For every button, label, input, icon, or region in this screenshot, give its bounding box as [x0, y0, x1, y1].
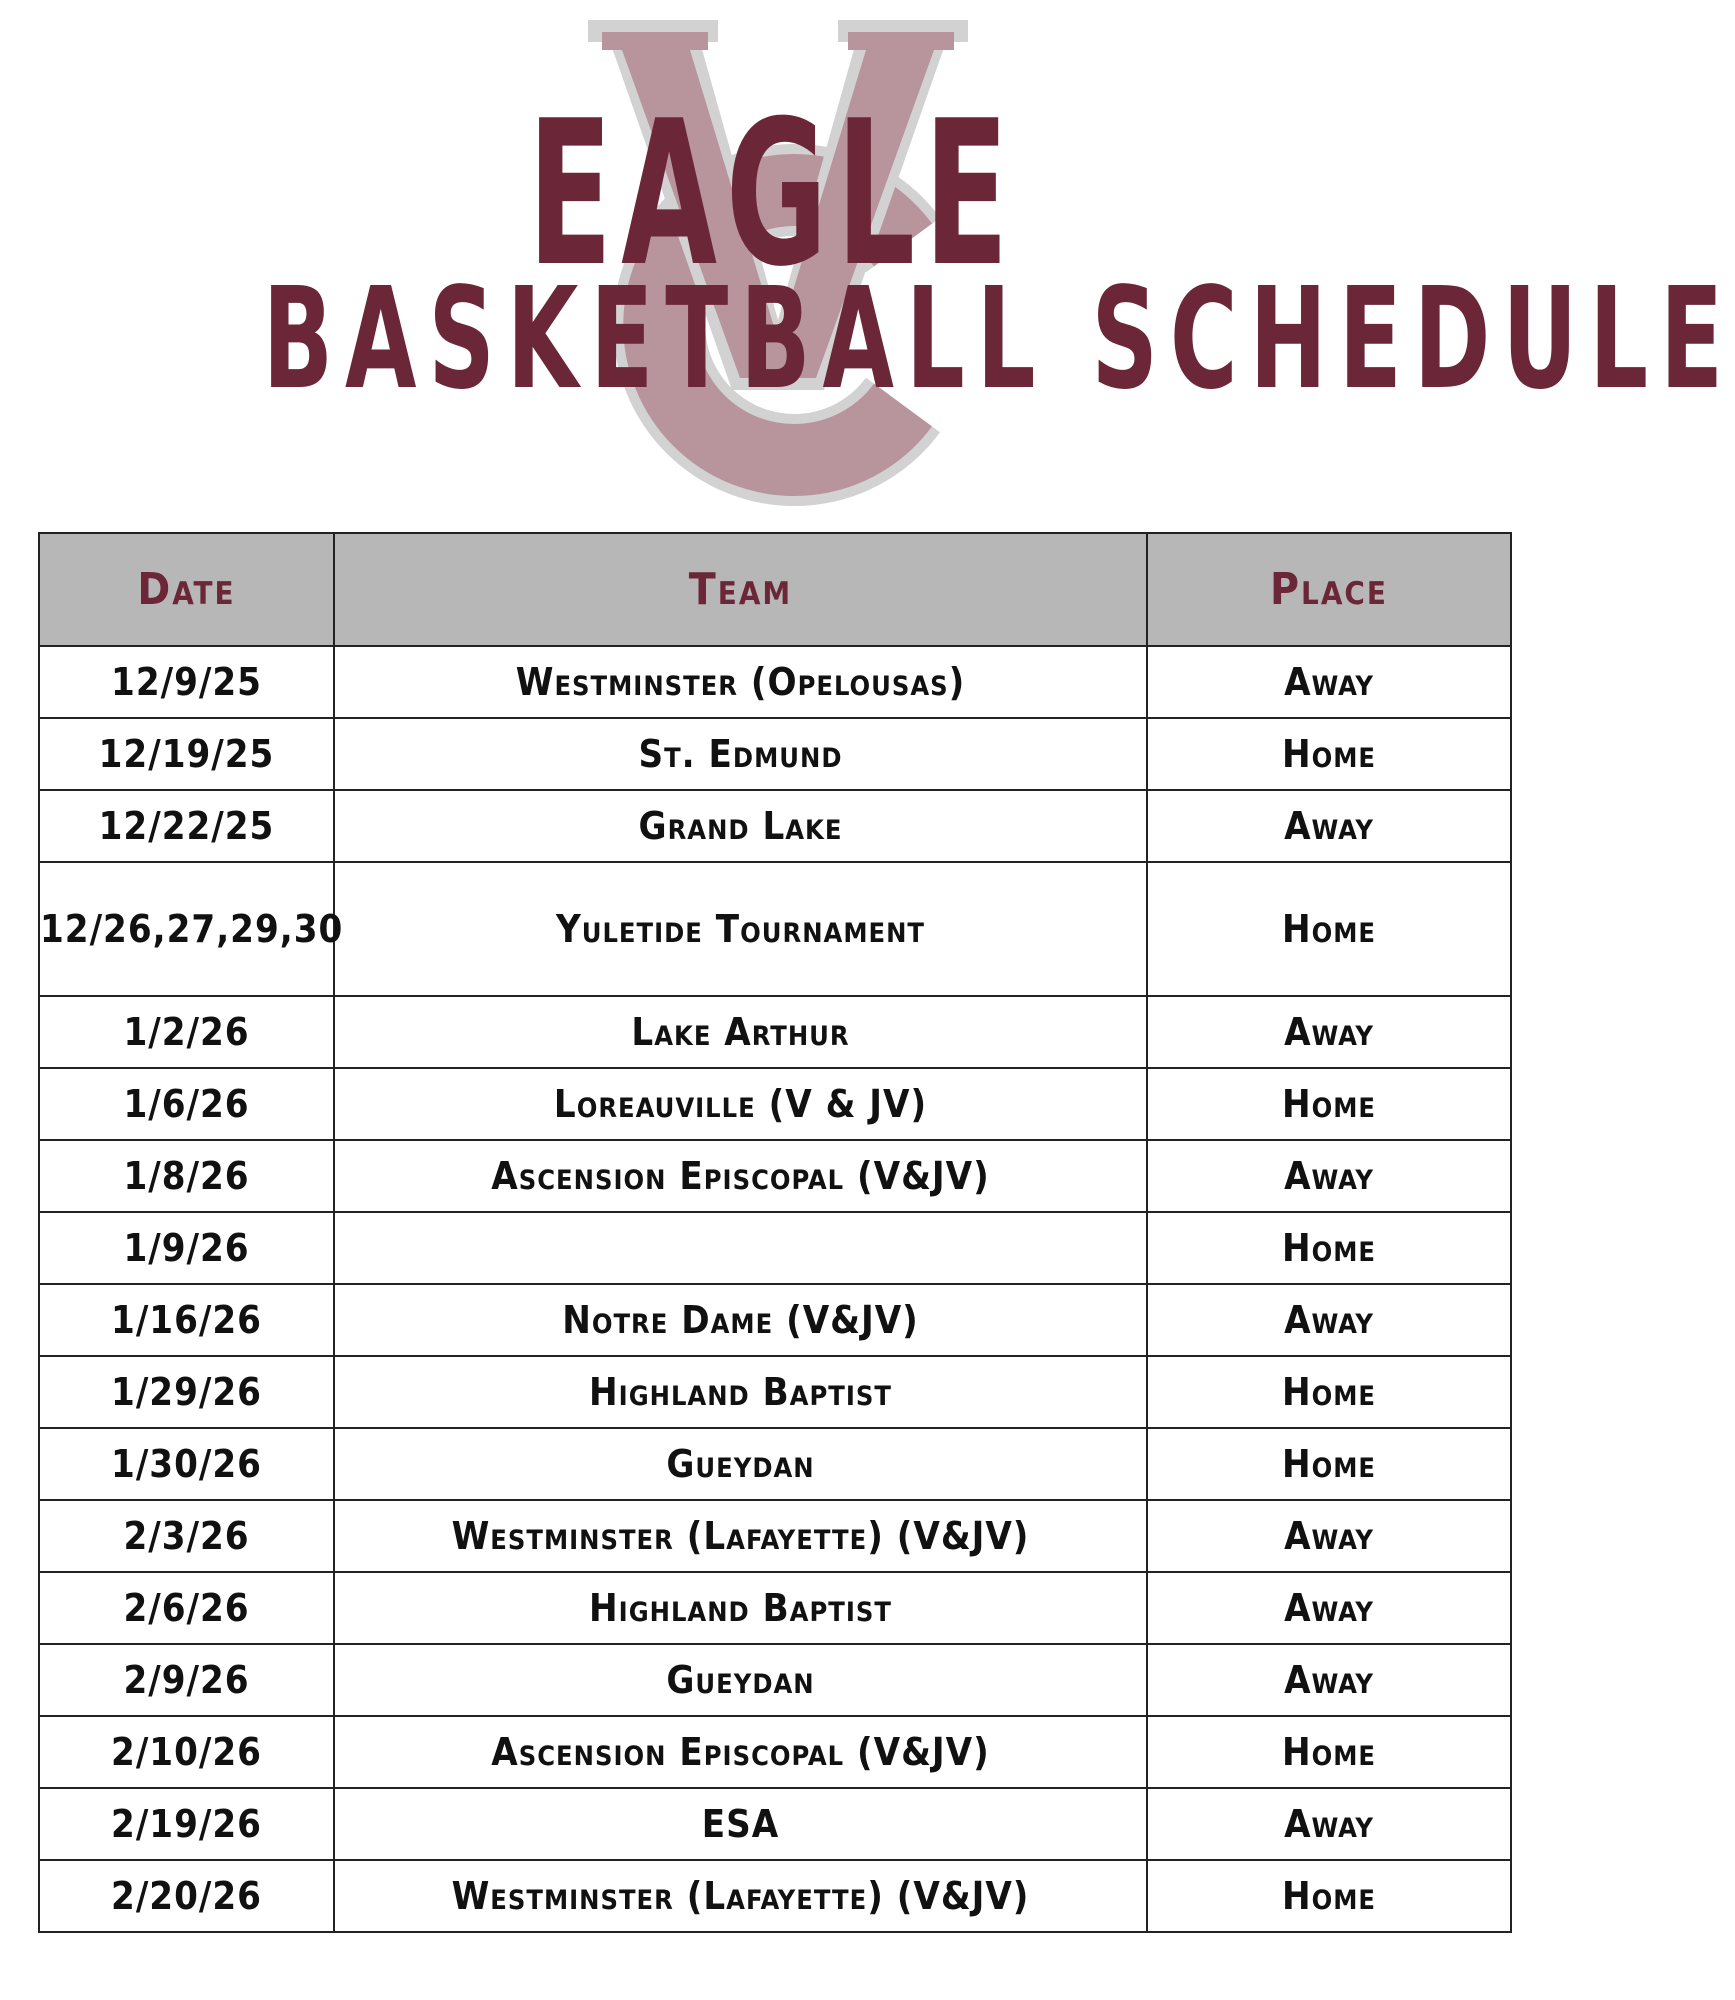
cell-team: Ascension Episcopal (V&JV) — [334, 1140, 1147, 1212]
table-row — [39, 1644, 1511, 1716]
cell-team: Gueydan — [334, 1644, 1147, 1716]
cell-place: Away — [1147, 1644, 1511, 1716]
cell-date: 12/9/25 — [39, 646, 334, 718]
cell-place: Home — [1147, 1428, 1511, 1500]
cell-place: Away — [1147, 790, 1511, 862]
title-basketball-schedule: BASKETBALL SCHEDULE — [262, 258, 1735, 421]
cell-date: 12/22/25 — [39, 790, 334, 862]
cell-team: Westminster (Lafayette) (V&JV) — [334, 1500, 1147, 1572]
cell-date: 12/26,27,29,30 — [39, 862, 334, 996]
cell-place: Away — [1147, 996, 1511, 1068]
cell-date: 1/9/26 — [39, 1212, 334, 1284]
cell-team: ESA — [334, 1788, 1147, 1860]
cell-date: 2/9/26 — [39, 1644, 334, 1716]
table-row — [39, 1068, 1511, 1140]
cell-date: 2/6/26 — [39, 1572, 334, 1644]
table-row — [39, 862, 1511, 996]
cell-team: Ascension Episcopal (V&JV) — [334, 1716, 1147, 1788]
table-row — [39, 1356, 1511, 1428]
table-row — [39, 1212, 1511, 1284]
table-row — [39, 1140, 1511, 1212]
cell-team: Loreauville (V & JV) — [334, 1068, 1147, 1140]
cell-date: 2/19/26 — [39, 1788, 334, 1860]
cell-place: Away — [1147, 646, 1511, 718]
table-row — [39, 1860, 1511, 1932]
table-row — [39, 1716, 1511, 1788]
table-header-row — [39, 533, 1511, 646]
table-row — [39, 646, 1511, 718]
cell-place: Away — [1147, 1572, 1511, 1644]
cell-team: Yuletide Tournament — [334, 862, 1147, 996]
cell-team: Highland Baptist — [334, 1356, 1147, 1428]
cell-date: 1/16/26 — [39, 1284, 334, 1356]
cell-place: Home — [1147, 1860, 1511, 1932]
cell-place: Home — [1147, 1212, 1511, 1284]
cell-team: Grand Lake — [334, 790, 1147, 862]
cell-place: Away — [1147, 1140, 1511, 1212]
cell-date: 2/20/26 — [39, 1860, 334, 1932]
cell-place: Home — [1147, 862, 1511, 996]
cell-date: 2/3/26 — [39, 1500, 334, 1572]
table-row — [39, 1428, 1511, 1500]
table-row — [39, 1572, 1511, 1644]
table-row — [39, 1788, 1511, 1860]
cell-place: Home — [1147, 1356, 1511, 1428]
cell-place: Away — [1147, 1284, 1511, 1356]
cell-team: Westminster (Opelousas) — [334, 646, 1147, 718]
cell-date: 1/30/26 — [39, 1428, 334, 1500]
cell-date: 1/2/26 — [39, 996, 334, 1068]
cell-date: 2/10/26 — [39, 1716, 334, 1788]
cell-place: Away — [1147, 1788, 1511, 1860]
cell-team: Westminster (Lafayette) (V&JV) — [334, 1860, 1147, 1932]
cell-date: 12/19/25 — [39, 718, 334, 790]
cell-team — [334, 1212, 1147, 1284]
table-row — [39, 718, 1511, 790]
cell-team: St. Edmund — [334, 718, 1147, 790]
cell-place: Away — [1147, 1500, 1511, 1572]
cell-team: Lake Arthur — [334, 996, 1147, 1068]
cell-place: Home — [1147, 1068, 1511, 1140]
table-row — [39, 790, 1511, 862]
cell-place: Home — [1147, 718, 1511, 790]
cell-date: 1/29/26 — [39, 1356, 334, 1428]
schedule-table — [38, 532, 1512, 1933]
title-eagle: EAGLE — [527, 78, 1018, 311]
cell-team: Notre Dame (V&JV) — [334, 1284, 1147, 1356]
cell-team: Gueydan — [334, 1428, 1147, 1500]
table-row — [39, 1284, 1511, 1356]
table-row — [39, 1500, 1511, 1572]
column-header-place: Place — [1147, 533, 1511, 646]
cell-date: 1/8/26 — [39, 1140, 334, 1212]
column-header-team: Team — [334, 533, 1147, 646]
cell-team: Highland Baptist — [334, 1572, 1147, 1644]
column-header-date: Date — [39, 533, 334, 646]
cell-date: 1/6/26 — [39, 1068, 334, 1140]
cell-place: Home — [1147, 1716, 1511, 1788]
header — [0, 0, 1735, 500]
table-row — [39, 996, 1511, 1068]
